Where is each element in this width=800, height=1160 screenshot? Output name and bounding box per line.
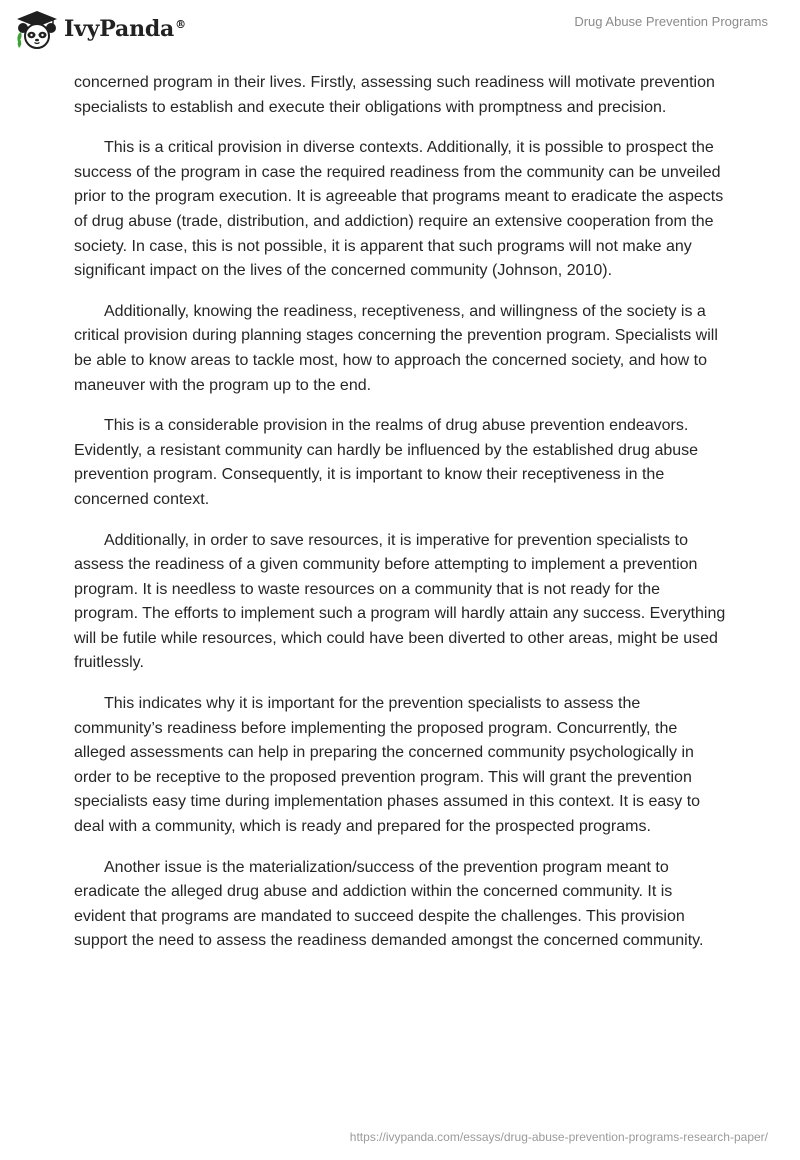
brand-name: IvyPanda® [64,16,186,42]
paragraph: Another issue is the materialization/success of the prevention program meant to eradicate the alleged drug abuse and addiction within the concerned community. It is evident that programs are mandated to succeed despite the challenges. This provision support the need to assess the readiness demanded amongst the concerned community. [74,858,704,950]
paragraph: concerned program in their lives. Firstly, assessing such readiness will motivate prevention specialists to establish and execute their obligations with promptness and precision. [74,74,715,116]
paragraph: Additionally, in order to save resources, it is imperative for prevention specialists to assess the readiness of a given community before attempting to implement a prevention program. It is needless to waste resources on a community that is not ready for the program. The efforts to implement such a program will hardly attain any success. Everything will be futile while resources, which could have been diverted to other areas, might be used fruitlessly. [74,531,726,672]
paragraph: This is a considerable provision in the realms of drug abuse prevention endeavors. Evidently, a resistant community can hardly be influenced by the established drug abuse prevention program. Consequently, it is important to know their receptiveness in the concerned context. [74,417,699,508]
paragraph: This indicates why it is important for the prevention specialists to assess the community’s readiness before implementing the proposed program. Concurrently, the alleged assessments can help in preparing the concerned community psychologically in order to be receptive to the proposed prevention program. This will grant the prevention specialists easy time during implementation phases assumed in this context. It is easy to deal with a community, which is ready and prepared for the prospected programs. [74,695,701,836]
paragraph: This is a critical provision in diverse contexts. Additionally, it is possible to prospect the success of the program in case the required readiness from the community can be unveiled prior to the program execution. It is agreeable that programs meant to eradicate the aspects of drug abuse (trade, distribution, and addiction) require an extensive cooperation from the society. In case, this is not possible, it is apparent that such programs will not make any significant impact on the lives of the concerned community (Johnson, 2010). [74,139,724,280]
essay-body [74,71,728,970]
panda-graduate-icon [14,8,60,50]
page-header [0,0,800,64]
paragraph: Additionally, knowing the readiness, receptiveness, and willingness of the society is a critical provision during planning stages concerning the prevention program. Specialists will be able to know areas to tackle most, how to approach the concerned society, and how to maneuver with the program up to the end. [74,302,718,394]
brand-logo[interactable] [14,8,186,50]
document-title: Drug Abuse Prevention Programs [574,14,768,29]
source-url-link[interactable]: https://ivypanda.com/essays/drug-abuse-prevention-programs-research-paper/ [349,1130,768,1144]
